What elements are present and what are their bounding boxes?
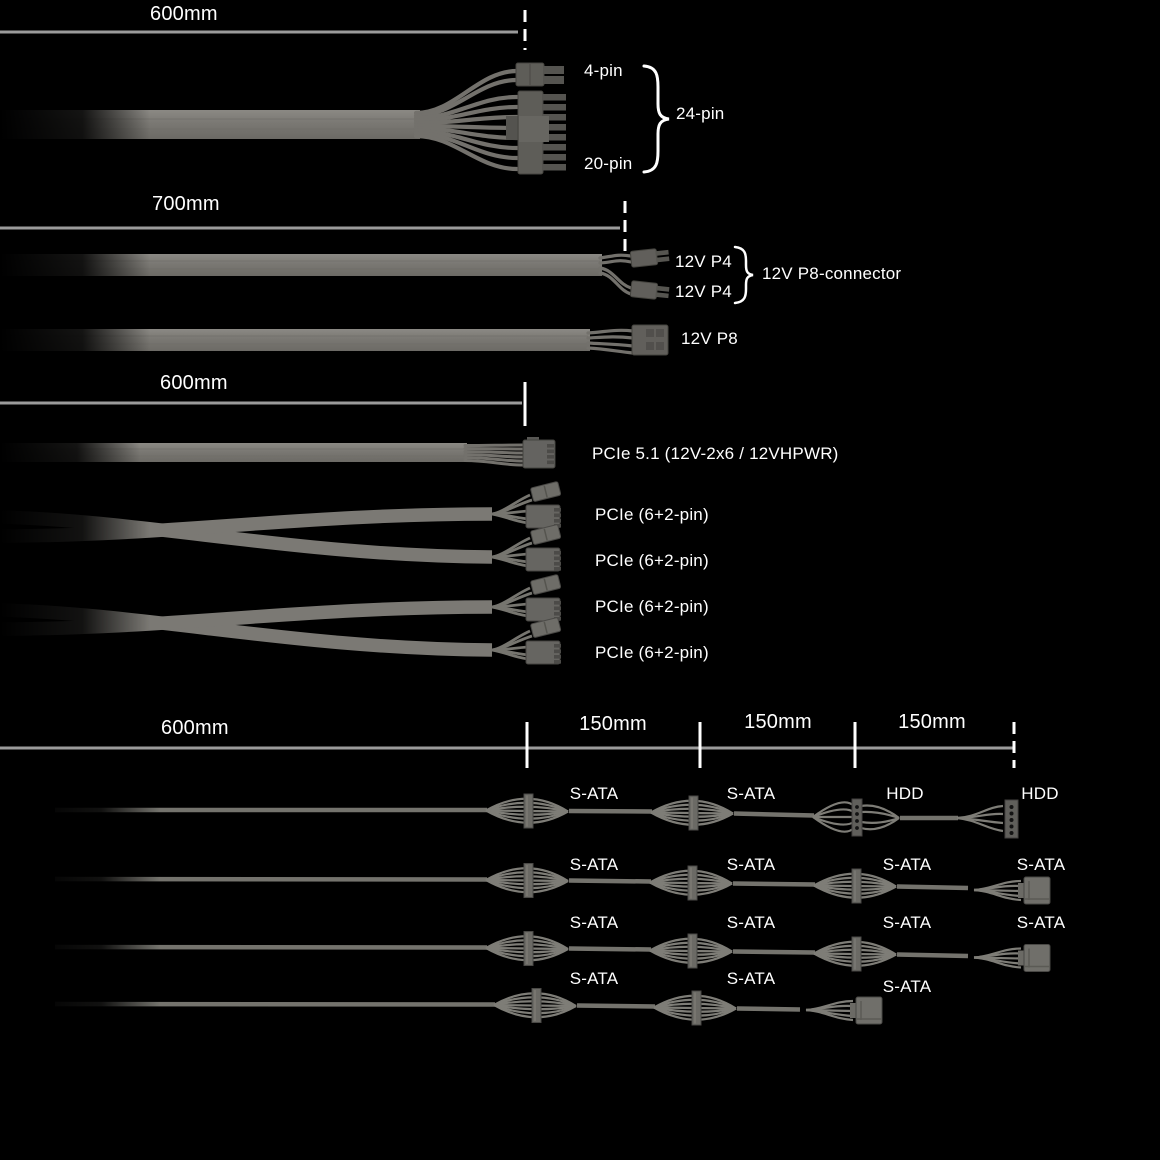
- sata-r1-label-4: HDD: [1021, 784, 1059, 803]
- pcie-gen5-connector: [523, 437, 555, 468]
- pcie-62-label-4: PCIe (6+2-pin): [595, 643, 709, 662]
- atx-4pin-label: 4-pin: [584, 61, 623, 80]
- atx-24pin-label: 24-pin: [676, 104, 725, 123]
- sata-r1-label-1: S-ATA: [569, 784, 619, 803]
- cpu-p4-connector-top: [630, 247, 669, 267]
- atx-4pin-connector: [516, 63, 564, 86]
- sata-r2-label-3: S-ATA: [882, 855, 932, 874]
- sata-row-4: [55, 989, 882, 1026]
- sata-seg-150-label-3: 150mm: [898, 711, 966, 733]
- pcie-62-label-2: PCIe (6+2-pin): [595, 551, 709, 570]
- measure-pcie: [0, 382, 525, 426]
- measure-atx: [0, 10, 525, 50]
- sata-r3-label-3: S-ATA: [882, 913, 932, 932]
- measure-sata: [0, 722, 1014, 768]
- cpu-cable-art: [0, 247, 753, 357]
- sata-r3-label-2: S-ATA: [726, 913, 776, 932]
- cpu-p8-label: 12V P8: [681, 329, 738, 348]
- sata-r2-label-4: S-ATA: [1016, 855, 1066, 874]
- sata-r2-label-2: S-ATA: [726, 855, 776, 874]
- cpu-p4-bottom-label: 12V P4: [675, 282, 732, 301]
- brace-p8-connector: [735, 247, 753, 303]
- sata-r1-label-2: S-ATA: [726, 784, 776, 803]
- sata-r4-label-3: S-ATA: [882, 977, 932, 996]
- pcie-gen5-label: PCIe 5.1 (12V-2x6 / 12VHPWR): [592, 444, 839, 463]
- sata-seg-600-label: 600mm: [161, 717, 229, 739]
- pcie-cable-art: [0, 437, 561, 665]
- cpu-p8-connector: [632, 325, 668, 355]
- pcie-62-label-3: PCIe (6+2-pin): [595, 597, 709, 616]
- sata-row-1: [55, 794, 1018, 838]
- cpu-p4-connector-bottom: [630, 281, 669, 301]
- cpu-p8-group-label: 12V P8-connector: [762, 264, 902, 283]
- sata-r1-label-3: HDD: [886, 784, 924, 803]
- atx-cable-art: [0, 63, 669, 174]
- measure-cpu: [0, 201, 625, 253]
- atx-20pin-label: 20-pin: [584, 154, 633, 173]
- sata-row-3: [55, 932, 1050, 972]
- sata-r4-label-2: S-ATA: [726, 969, 776, 988]
- cpu-p4-top-label: 12V P4: [675, 252, 732, 271]
- cpu-length-label: 700mm: [152, 193, 220, 215]
- sata-seg-150-label-1: 150mm: [579, 713, 647, 735]
- sata-seg-150-label-2: 150mm: [744, 711, 812, 733]
- sata-r3-label-4: S-ATA: [1016, 913, 1066, 932]
- pcie-62-label-1: PCIe (6+2-pin): [595, 505, 709, 524]
- atx-20pin-connector: [506, 91, 566, 174]
- pcie-length-label: 600mm: [160, 372, 228, 394]
- atx-length-label: 600mm: [150, 3, 218, 25]
- sata-r4-label-1: S-ATA: [569, 969, 619, 988]
- sata-r2-label-1: S-ATA: [569, 855, 619, 874]
- brace-24pin: [644, 66, 669, 172]
- sata-r3-label-1: S-ATA: [569, 913, 619, 932]
